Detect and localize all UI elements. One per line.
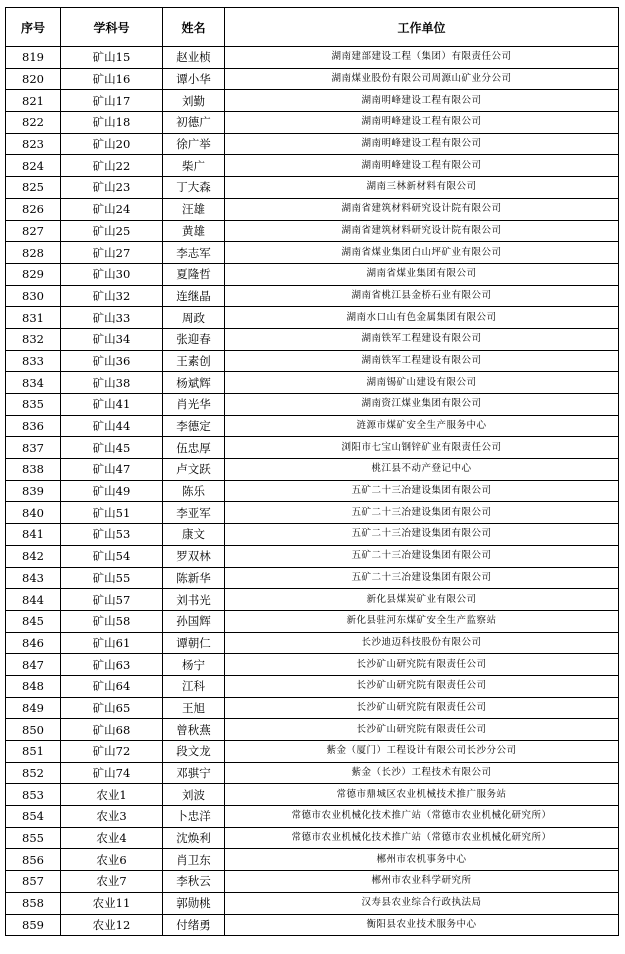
cell-name: 李志军: [163, 242, 225, 264]
cell-no: 821: [6, 90, 61, 112]
cell-name: 李秋云: [163, 871, 225, 893]
cell-unit: 湖南明峰建设工程有限公司: [225, 155, 619, 177]
cell-name: 陈新华: [163, 567, 225, 589]
cell-unit: 湖南省煤业集团有限公司: [225, 263, 619, 285]
cell-unit: 常德市鼎城区农业机械技术推广服务站: [225, 784, 619, 806]
cell-unit: 郴州市农机事务中心: [225, 849, 619, 871]
cell-name: 赵业桢: [163, 47, 225, 69]
cell-subject: 农业6: [61, 849, 163, 871]
cell-unit: 紫金（厦门）工程设计有限公司长沙分公司: [225, 741, 619, 763]
cell-unit: 湖南锡矿山建设有限公司: [225, 372, 619, 394]
cell-name: 杨宁: [163, 654, 225, 676]
cell-unit: 长沙矿山研究院有限责任公司: [225, 719, 619, 741]
cell-subject: 矿山25: [61, 220, 163, 242]
cell-no: 851: [6, 741, 61, 763]
cell-name: 曾秋燕: [163, 719, 225, 741]
cell-unit: 涟源市煤矿安全生产服务中心: [225, 415, 619, 437]
cell-no: 843: [6, 567, 61, 589]
table-row: [6, 415, 619, 437]
cell-subject: 矿山24: [61, 198, 163, 220]
cell-name: 周政: [163, 307, 225, 329]
cell-name: 汪雄: [163, 198, 225, 220]
cell-subject: 矿山63: [61, 654, 163, 676]
cell-unit: 湖南省煤业集团白山坪矿业有限公司: [225, 242, 619, 264]
table-row: [6, 328, 619, 350]
cell-name: 刘书光: [163, 589, 225, 611]
cell-no: 827: [6, 220, 61, 242]
header-unit: 工作单位: [225, 8, 619, 47]
table-row: [6, 47, 619, 69]
table-row: [6, 220, 619, 242]
table-row: [6, 263, 619, 285]
cell-name: 陈乐: [163, 480, 225, 502]
cell-no: 841: [6, 524, 61, 546]
cell-subject: 矿山44: [61, 415, 163, 437]
cell-unit: 湖南明峰建设工程有限公司: [225, 90, 619, 112]
header-subject: 学科号: [61, 8, 163, 47]
cell-unit: 五矿二十三冶建设集团有限公司: [225, 524, 619, 546]
cell-name: 张迎春: [163, 328, 225, 350]
table-row: [6, 307, 619, 329]
cell-unit: 紫金（长沙）工程技术有限公司: [225, 762, 619, 784]
cell-subject: 矿山51: [61, 502, 163, 524]
table-row: [6, 697, 619, 719]
table-header-row: [6, 8, 619, 47]
personnel-table: [5, 7, 619, 936]
cell-subject: 矿山27: [61, 242, 163, 264]
cell-name: 江科: [163, 675, 225, 697]
table-row: [6, 849, 619, 871]
cell-subject: 矿山15: [61, 47, 163, 69]
cell-unit: 湖南煤业股份有限公司周源山矿业分公司: [225, 68, 619, 90]
table-row: [6, 133, 619, 155]
cell-name: 谭小华: [163, 68, 225, 90]
cell-name: 康文: [163, 524, 225, 546]
cell-subject: 矿山49: [61, 480, 163, 502]
cell-name: 杨斌辉: [163, 372, 225, 394]
cell-no: 845: [6, 610, 61, 632]
cell-no: 835: [6, 394, 61, 416]
cell-no: 858: [6, 892, 61, 914]
cell-subject: 矿山18: [61, 112, 163, 134]
table-row: [6, 68, 619, 90]
cell-subject: 矿山38: [61, 372, 163, 394]
cell-no: 831: [6, 307, 61, 329]
table-row: [6, 914, 619, 936]
document-page: [5, 7, 619, 936]
cell-unit: 五矿二十三冶建设集团有限公司: [225, 567, 619, 589]
cell-subject: 矿山53: [61, 524, 163, 546]
cell-no: 820: [6, 68, 61, 90]
cell-subject: 农业4: [61, 827, 163, 849]
cell-unit: 长沙矿山研究院有限责任公司: [225, 675, 619, 697]
cell-unit: 衡阳县农业技术服务中心: [225, 914, 619, 936]
cell-no: 839: [6, 480, 61, 502]
cell-subject: 矿山36: [61, 350, 163, 372]
table-row: [6, 632, 619, 654]
cell-no: 819: [6, 47, 61, 69]
cell-no: 828: [6, 242, 61, 264]
cell-subject: 农业11: [61, 892, 163, 914]
cell-name: 李亚军: [163, 502, 225, 524]
cell-name: 肖卫东: [163, 849, 225, 871]
cell-subject: 矿山30: [61, 263, 163, 285]
cell-no: 853: [6, 784, 61, 806]
cell-unit: 长沙矿山研究院有限责任公司: [225, 654, 619, 676]
cell-no: 856: [6, 849, 61, 871]
cell-no: 823: [6, 133, 61, 155]
cell-unit: 湖南铁军工程建设有限公司: [225, 328, 619, 350]
cell-no: 842: [6, 545, 61, 567]
table-row: [6, 806, 619, 828]
table-row: [6, 654, 619, 676]
cell-unit: 新化县煤炭矿业有限公司: [225, 589, 619, 611]
cell-name: 王素创: [163, 350, 225, 372]
table-row: [6, 394, 619, 416]
cell-subject: 矿山16: [61, 68, 163, 90]
table-row: [6, 827, 619, 849]
cell-no: 854: [6, 806, 61, 828]
cell-no: 834: [6, 372, 61, 394]
cell-name: 徐广举: [163, 133, 225, 155]
cell-name: 罗双林: [163, 545, 225, 567]
header-no: 序号: [6, 8, 61, 47]
cell-no: 855: [6, 827, 61, 849]
cell-no: 857: [6, 871, 61, 893]
cell-no: 847: [6, 654, 61, 676]
table-row: [6, 762, 619, 784]
cell-subject: 矿山41: [61, 394, 163, 416]
cell-no: 859: [6, 914, 61, 936]
cell-name: 刘勤: [163, 90, 225, 112]
cell-no: 825: [6, 177, 61, 199]
cell-name: 丁大森: [163, 177, 225, 199]
cell-no: 826: [6, 198, 61, 220]
cell-name: 卢文跃: [163, 459, 225, 481]
cell-unit: 湖南省建筑材料研究设计院有限公司: [225, 220, 619, 242]
cell-no: 849: [6, 697, 61, 719]
cell-subject: 矿山17: [61, 90, 163, 112]
cell-subject: 矿山22: [61, 155, 163, 177]
cell-no: 850: [6, 719, 61, 741]
cell-unit: 湖南资江煤业集团有限公司: [225, 394, 619, 416]
table-row: [6, 90, 619, 112]
cell-unit: 五矿二十三冶建设集团有限公司: [225, 545, 619, 567]
cell-no: 846: [6, 632, 61, 654]
cell-unit: 长沙矿山研究院有限责任公司: [225, 697, 619, 719]
table-row: [6, 871, 619, 893]
cell-no: 830: [6, 285, 61, 307]
table-row: [6, 350, 619, 372]
cell-no: 837: [6, 437, 61, 459]
cell-subject: 矿山34: [61, 328, 163, 350]
cell-name: 卜忠洋: [163, 806, 225, 828]
table-row: [6, 155, 619, 177]
cell-name: 郭勋桃: [163, 892, 225, 914]
cell-subject: 矿山47: [61, 459, 163, 481]
table-row: [6, 741, 619, 763]
table-row: [6, 567, 619, 589]
cell-subject: 农业7: [61, 871, 163, 893]
cell-no: 833: [6, 350, 61, 372]
cell-no: 838: [6, 459, 61, 481]
cell-unit: 湖南铁军工程建设有限公司: [225, 350, 619, 372]
cell-no: 829: [6, 263, 61, 285]
table-row: [6, 372, 619, 394]
cell-unit: 湖南明峰建设工程有限公司: [225, 112, 619, 134]
cell-unit: 五矿二十三冶建设集团有限公司: [225, 480, 619, 502]
cell-no: 824: [6, 155, 61, 177]
cell-subject: 矿山64: [61, 675, 163, 697]
table-row: [6, 892, 619, 914]
cell-unit: 常德市农业机械化技术推广站（常德市农业机械化研究所）: [225, 827, 619, 849]
cell-subject: 矿山65: [61, 697, 163, 719]
cell-unit: 桃江县不动产登记中心: [225, 459, 619, 481]
cell-name: 肖光华: [163, 394, 225, 416]
cell-name: 夏隆哲: [163, 263, 225, 285]
cell-subject: 农业1: [61, 784, 163, 806]
cell-subject: 矿山33: [61, 307, 163, 329]
cell-subject: 矿山32: [61, 285, 163, 307]
table-row: [6, 502, 619, 524]
cell-name: 连继晶: [163, 285, 225, 307]
table-row: [6, 198, 619, 220]
cell-subject: 矿山74: [61, 762, 163, 784]
cell-unit: 湖南省桃江县金桥石业有限公司: [225, 285, 619, 307]
cell-unit: 湖南水口山有色金属集团有限公司: [225, 307, 619, 329]
cell-unit: 常德市农业机械化技术推广站（常德市农业机械化研究所）: [225, 806, 619, 828]
cell-name: 邓骐宁: [163, 762, 225, 784]
cell-unit: 浏阳市七宝山钢锌矿业有限责任公司: [225, 437, 619, 459]
table-row: [6, 719, 619, 741]
cell-subject: 矿山55: [61, 567, 163, 589]
cell-unit: 长沙迪迈科技股份有限公司: [225, 632, 619, 654]
cell-no: 840: [6, 502, 61, 524]
cell-name: 付绪勇: [163, 914, 225, 936]
cell-name: 柴广: [163, 155, 225, 177]
cell-subject: 矿山68: [61, 719, 163, 741]
cell-unit: 湖南建部建设工程（集团）有限责任公司: [225, 47, 619, 69]
cell-subject: 矿山61: [61, 632, 163, 654]
cell-unit: 湖南明峰建设工程有限公司: [225, 133, 619, 155]
cell-subject: 农业3: [61, 806, 163, 828]
cell-subject: 矿山72: [61, 741, 163, 763]
cell-unit: 新化县驻河东煤矿安全生产监察站: [225, 610, 619, 632]
cell-name: 李德定: [163, 415, 225, 437]
table-row: [6, 242, 619, 264]
cell-name: 初德广: [163, 112, 225, 134]
cell-name: 沈焕利: [163, 827, 225, 849]
cell-no: 836: [6, 415, 61, 437]
table-row: [6, 285, 619, 307]
table-row: [6, 524, 619, 546]
cell-name: 黄雄: [163, 220, 225, 242]
cell-no: 832: [6, 328, 61, 350]
table-row: [6, 480, 619, 502]
cell-name: 刘波: [163, 784, 225, 806]
cell-name: 谭朝仁: [163, 632, 225, 654]
table-row: [6, 459, 619, 481]
table-row: [6, 675, 619, 697]
table-row: [6, 177, 619, 199]
cell-subject: 矿山57: [61, 589, 163, 611]
table-row: [6, 545, 619, 567]
cell-subject: 矿山58: [61, 610, 163, 632]
cell-name: 王旭: [163, 697, 225, 719]
cell-name: 伍忠厚: [163, 437, 225, 459]
cell-no: 822: [6, 112, 61, 134]
cell-name: 段文龙: [163, 741, 225, 763]
cell-unit: 湖南省建筑材料研究设计院有限公司: [225, 198, 619, 220]
cell-unit: 汉寿县农业综合行政执法局: [225, 892, 619, 914]
cell-subject: 矿山54: [61, 545, 163, 567]
cell-name: 孙国辉: [163, 610, 225, 632]
cell-subject: 农业12: [61, 914, 163, 936]
cell-subject: 矿山23: [61, 177, 163, 199]
cell-no: 848: [6, 675, 61, 697]
table-row: [6, 589, 619, 611]
cell-subject: 矿山45: [61, 437, 163, 459]
table-row: [6, 112, 619, 134]
cell-no: 852: [6, 762, 61, 784]
table-row: [6, 784, 619, 806]
cell-no: 844: [6, 589, 61, 611]
cell-unit: 湖南三林新材料有限公司: [225, 177, 619, 199]
cell-subject: 矿山20: [61, 133, 163, 155]
cell-unit: 郴州市农业科学研究所: [225, 871, 619, 893]
table-row: [6, 437, 619, 459]
cell-unit: 五矿二十三冶建设集团有限公司: [225, 502, 619, 524]
table-row: [6, 610, 619, 632]
header-name: 姓名: [163, 8, 225, 47]
